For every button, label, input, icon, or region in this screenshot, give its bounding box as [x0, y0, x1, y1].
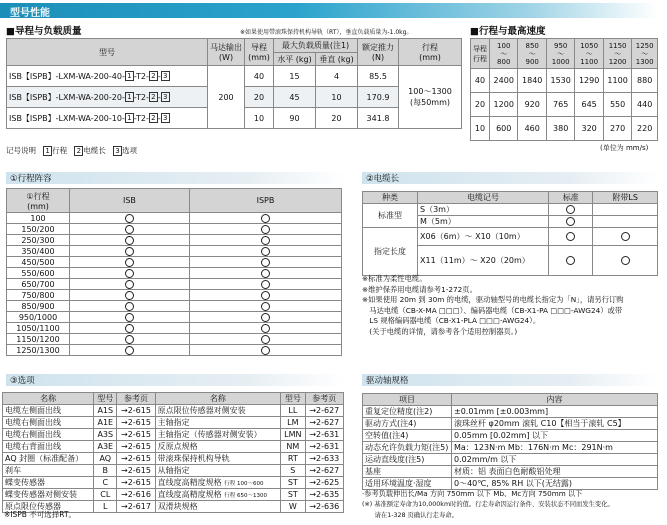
- isb-mark: [70, 345, 190, 356]
- col-item: 项目: [363, 394, 452, 406]
- speed-col: 1150 ～ 1200: [603, 39, 631, 69]
- option-code: A1S: [94, 405, 117, 417]
- option-name: 主轴指定（传感器对侧安装）: [155, 429, 280, 441]
- speed-cell: 1100: [603, 69, 631, 93]
- option-code: A1E: [94, 417, 117, 429]
- option-code: A3E: [94, 441, 117, 453]
- col-type: 种类: [363, 192, 418, 204]
- option-ref: →2-635: [305, 489, 343, 501]
- thrust-cell: 341.8: [358, 108, 399, 129]
- std-mark: [549, 216, 593, 228]
- robot-mark: [593, 246, 658, 276]
- speed-lead: 40: [471, 69, 490, 93]
- stroke-value: 950/1000: [7, 312, 70, 323]
- ispb-mark: [189, 213, 341, 224]
- speed-col: 850 ～ 900: [518, 39, 546, 69]
- option-code: AQ: [94, 453, 117, 465]
- option-ref: →2-617: [117, 501, 155, 513]
- option-ref: →2-631: [305, 441, 343, 453]
- ispb-mark: [189, 345, 341, 356]
- isb-mark: [70, 235, 190, 246]
- col-ref: 参考页: [117, 393, 155, 405]
- axis-value: 滚珠丝杆 φ20mm 滚轧 C10【相当于滚轧 C5】: [452, 418, 658, 430]
- isb-mark: [70, 334, 190, 345]
- ispb-mark: [189, 334, 341, 345]
- stroke-list-table: [6, 188, 342, 356]
- cable-table: [362, 191, 658, 276]
- option-ref: →2-627: [305, 417, 343, 429]
- stroke-value: 450/500: [7, 257, 70, 268]
- option-name: 原点限位传感器: [3, 501, 94, 513]
- axis-value: 0.05mm [0.02mm] 以下: [452, 430, 658, 442]
- col-lead: 导程 (mm): [245, 39, 274, 66]
- option-code: LM: [281, 417, 306, 429]
- stroke-value: 100: [7, 213, 70, 224]
- isb-mark: [70, 257, 190, 268]
- ispb-mark: [189, 246, 341, 257]
- isb-mark: [70, 290, 190, 301]
- isb-mark: [70, 246, 190, 257]
- stroke-range: 100～1300 (每50mm): [399, 66, 462, 129]
- option-name: 刹车: [3, 465, 94, 477]
- speed-col: 1050 ～ 1100: [575, 39, 603, 69]
- isb-mark: [70, 224, 190, 235]
- lead-cell: 10: [245, 108, 274, 129]
- col-name: 名称: [3, 393, 94, 405]
- thrust-cell: 85.5: [358, 66, 399, 87]
- option-code: S: [281, 465, 306, 477]
- specs-title: ■导程与负载质量: [6, 26, 82, 37]
- speed-col: 1250 ～ 1300: [632, 39, 658, 69]
- col-code: 电缆记号: [418, 192, 549, 204]
- load-h-cell: 45: [274, 87, 316, 108]
- speed-title: ■行程与最高速度: [470, 26, 546, 37]
- speed-cell: 320: [575, 117, 603, 141]
- stroke-value: 1250/1300: [7, 345, 70, 356]
- col-load: 最大负载质量(注1): [274, 39, 358, 53]
- stroke-list-header: ①行程阵容: [6, 172, 346, 184]
- axis-table: [362, 393, 658, 490]
- stroke-value: 350/400: [7, 246, 70, 257]
- ispb-mark: [189, 235, 341, 246]
- option-ref: →2-615: [117, 417, 155, 429]
- option-name: 电缆右背面出线: [3, 441, 94, 453]
- axis-item: 运动直线度(注5): [363, 454, 452, 466]
- option-name: 带滚珠保持机构导轨: [155, 453, 280, 465]
- axis-notes: ·参考负载伸出长/Ma 方向 750mm 以下 Mb、Mc方向 750mm 以下 (※) 基准额定寿命为10,000km时的值。行走寿命因运行条件、安装状态不同而发生变化。 请在1-328 页确认行走寿命。: [362, 489, 614, 519]
- stroke-value: 1150/1200: [7, 334, 70, 345]
- isb-mark: [70, 312, 190, 323]
- ispb-mark: [189, 301, 341, 312]
- isb-mark: [70, 323, 190, 334]
- col-ispb: ISPB: [189, 189, 341, 213]
- isb-mark: [70, 301, 190, 312]
- option-ref: →2-615: [117, 405, 155, 417]
- option-ref: →2-627: [305, 465, 343, 477]
- isb-mark: [70, 213, 190, 224]
- load-h-cell: 15: [274, 66, 316, 87]
- speed-col: 100 ～ 800: [490, 39, 518, 69]
- option-code: C: [94, 477, 117, 489]
- col-ref: 参考页: [305, 393, 343, 405]
- col-std: 标准: [549, 192, 593, 204]
- lead-cell: 20: [245, 87, 274, 108]
- axis-value: 材质：铝 表面白色耐酸铝处理: [452, 466, 658, 478]
- motor-output: 200: [208, 66, 245, 129]
- speed-cell: 220: [632, 117, 658, 141]
- option-name: 电缆右侧面出线: [3, 417, 94, 429]
- option-ref: →2-615: [117, 453, 155, 465]
- option-code: ST: [281, 477, 306, 489]
- option-ref: →2-615: [117, 429, 155, 441]
- option-ref: →2-615: [117, 477, 155, 489]
- option-name: AQ 封圈（标准配备）: [3, 453, 94, 465]
- axis-value: ±0.01mm [±0.003mm]: [452, 406, 658, 418]
- stroke-value: 650/700: [7, 279, 70, 290]
- axis-value: Ma：123N·m Mb：176N·m Mc：291N·m: [452, 442, 658, 454]
- speed-cell: 2400: [490, 69, 518, 93]
- col-name: 名称: [155, 393, 280, 405]
- col-model: 型号: [7, 39, 208, 66]
- option-code: B: [94, 465, 117, 477]
- speed-cell: 920: [518, 93, 546, 117]
- cable-code: M（5m）: [418, 216, 549, 228]
- option-code: ST: [281, 489, 306, 501]
- speed-cell: 645: [575, 93, 603, 117]
- option-ref: →2-627: [305, 405, 343, 417]
- col-code: 型号: [94, 393, 117, 405]
- option-name: 原点限位传感器对侧安装: [155, 405, 280, 417]
- col-motor: 马达输出 (W): [208, 39, 245, 66]
- speed-cell: 1290: [575, 69, 603, 93]
- option-code: CL: [94, 489, 117, 501]
- section-banner: [0, 3, 658, 18]
- option-ref: →2-615: [117, 465, 155, 477]
- options-footnote: ※ISPB 不可选择RT。: [4, 510, 77, 519]
- options-table: [2, 392, 344, 513]
- banner-title: 型号性能: [10, 8, 50, 19]
- speed-cell: 1530: [546, 69, 574, 93]
- option-ref: →2-636: [305, 501, 343, 513]
- isb-mark: [70, 268, 190, 279]
- speed-cell: 1200: [490, 93, 518, 117]
- axis-item: 重复定位精度(注2): [363, 406, 452, 418]
- speed-table: [470, 38, 658, 141]
- ispb-mark: [189, 224, 341, 235]
- axis-value: 0～40℃, 85% RH 以下(无结露): [452, 478, 658, 490]
- option-code: LL: [281, 405, 306, 417]
- speed-cell: 765: [546, 93, 574, 117]
- col-code: 型号: [281, 393, 306, 405]
- stroke-value: 150/200: [7, 224, 70, 235]
- col-stroke: ①行程 (mm): [7, 189, 70, 213]
- speed-cell: 270: [603, 117, 631, 141]
- option-code: LMN: [281, 429, 306, 441]
- option-ref: →2-625: [305, 477, 343, 489]
- option-name: 直线度高精度规格 行程 100～600: [155, 477, 280, 489]
- axis-header: 驱动轴规格: [362, 374, 658, 386]
- option-name: 反原点规格: [155, 441, 280, 453]
- axis-item: 动态允许负载力矩(注5): [363, 442, 452, 454]
- option-ref: →2-615: [117, 441, 155, 453]
- option-name: 电缆左侧面出线: [3, 405, 94, 417]
- speed-col: 950 ～ 1000: [546, 39, 574, 69]
- option-name: 双滑块规格: [155, 501, 280, 513]
- model-cell: ISB【ISPB】-LXM-WA-200-20- 1 -T2- 2 - 3: [7, 87, 208, 108]
- std-mark: [549, 204, 593, 216]
- cable-notes: ※标准为柔性电缆。 ※维护保养用电缆请参考1-272页。 ※如果使用 20m 到 30m 的电缆，驱动轴型号的电缆长指定为「N」，请另行订购 马达电缆（CB-X-MA □□□）、编码器电缆（CB-X1-PA □□□-AWG24）或带 LS 规格编码器电缆（CB-X1-PLA □□□-AWG24）。 (关于电缆的详情，请参考各个适用控制器页。): [362, 274, 624, 336]
- stroke-value: 850/900: [7, 301, 70, 312]
- option-ref: →2-616: [117, 489, 155, 501]
- model-cell: ISB【ISPB】-LXM-WA-200-10- 1 -T2- 2 - 3: [7, 108, 208, 129]
- ispb-mark: [189, 290, 341, 301]
- col-vertical: 垂直 (kg): [316, 53, 358, 66]
- cable-header: ②电缆长: [362, 172, 658, 184]
- thrust-cell: 170.9: [358, 87, 399, 108]
- std-mark: [549, 228, 593, 246]
- load-h-cell: 90: [274, 108, 316, 129]
- stroke-value: 750/800: [7, 290, 70, 301]
- option-name: 从轴指定: [155, 465, 280, 477]
- axis-item: 驱动方式(注4): [363, 418, 452, 430]
- load-v-cell: 4: [316, 66, 358, 87]
- specs-table: [6, 38, 462, 129]
- col-horizontal: 水平 (kg): [274, 53, 316, 66]
- option-name: 电缆右侧面出线: [3, 429, 94, 441]
- robot-mark: [593, 228, 658, 246]
- speed-cell: 440: [632, 93, 658, 117]
- option-ref: →2-631: [305, 429, 343, 441]
- option-name: 蝶变传感器: [3, 477, 94, 489]
- col-stroke: 行程 (mm): [399, 39, 462, 66]
- speed-cell: 1840: [518, 69, 546, 93]
- option-name: 主轴指定: [155, 417, 280, 429]
- axis-item: 基座: [363, 466, 452, 478]
- model-cell: ISB【ISPB】-LXM-WA-200-40- 1 -T2- 2 - 3: [7, 66, 208, 87]
- cable-code: X11（11m）～ X20（20m）: [418, 246, 549, 276]
- option-code: NM: [281, 441, 306, 453]
- option-code: W: [281, 501, 306, 513]
- options-header: ③选项: [6, 374, 346, 386]
- std-mark: [549, 246, 593, 276]
- axis-item: 空转值(注4): [363, 430, 452, 442]
- ispb-mark: [189, 312, 341, 323]
- col-content: 内容: [452, 394, 658, 406]
- stroke-value: 1050/1100: [7, 323, 70, 334]
- speed-cell: 880: [632, 69, 658, 93]
- option-name: 直线度高精度规格 行程 650～1300: [155, 489, 280, 501]
- load-v-cell: 20: [316, 108, 358, 129]
- ispb-mark: [189, 257, 341, 268]
- col-robot: 附带LS: [593, 192, 658, 204]
- stroke-value: 250/300: [7, 235, 70, 246]
- speed-unit: (单位为 mm/s): [600, 144, 649, 152]
- isb-mark: [70, 279, 190, 290]
- legend: 记号说明 1 行程 2 电缆长 3 选项: [6, 146, 137, 155]
- option-code: L: [94, 501, 117, 513]
- speed-cell: 380: [546, 117, 574, 141]
- speed-corner: 导程 行程: [471, 39, 490, 69]
- ispb-mark: [189, 279, 341, 290]
- cable-type: 指定长度: [363, 228, 418, 276]
- option-ref: →2-633: [305, 453, 343, 465]
- ispb-mark: [189, 268, 341, 279]
- cable-type: 标准型: [363, 204, 418, 228]
- ispb-mark: [189, 323, 341, 334]
- speed-cell: 550: [603, 93, 631, 117]
- lead-cell: 40: [245, 66, 274, 87]
- specs-note: ※如果使用带滚珠保持机构导轨（RT），垂直负载质量为-1.0kg。: [240, 29, 413, 36]
- axis-item: 适用环境温度·湿度: [363, 478, 452, 490]
- col-thrust: 额定推力 (N): [358, 39, 399, 66]
- speed-cell: 600: [490, 117, 518, 141]
- speed-lead: 20: [471, 93, 490, 117]
- axis-value: 0.02mm/m 以下: [452, 454, 658, 466]
- col-isb: ISB: [70, 189, 190, 213]
- cable-code: X06（6m）～ X10（10m）: [418, 228, 549, 246]
- stroke-value: 550/600: [7, 268, 70, 279]
- cable-code: S（3m）: [418, 204, 549, 216]
- load-v-cell: 10: [316, 87, 358, 108]
- speed-cell: 460: [518, 117, 546, 141]
- speed-lead: 10: [471, 117, 490, 141]
- option-code: RT: [281, 453, 306, 465]
- option-name: 蝶变传感器对侧安装: [3, 489, 94, 501]
- option-code: A3S: [94, 429, 117, 441]
